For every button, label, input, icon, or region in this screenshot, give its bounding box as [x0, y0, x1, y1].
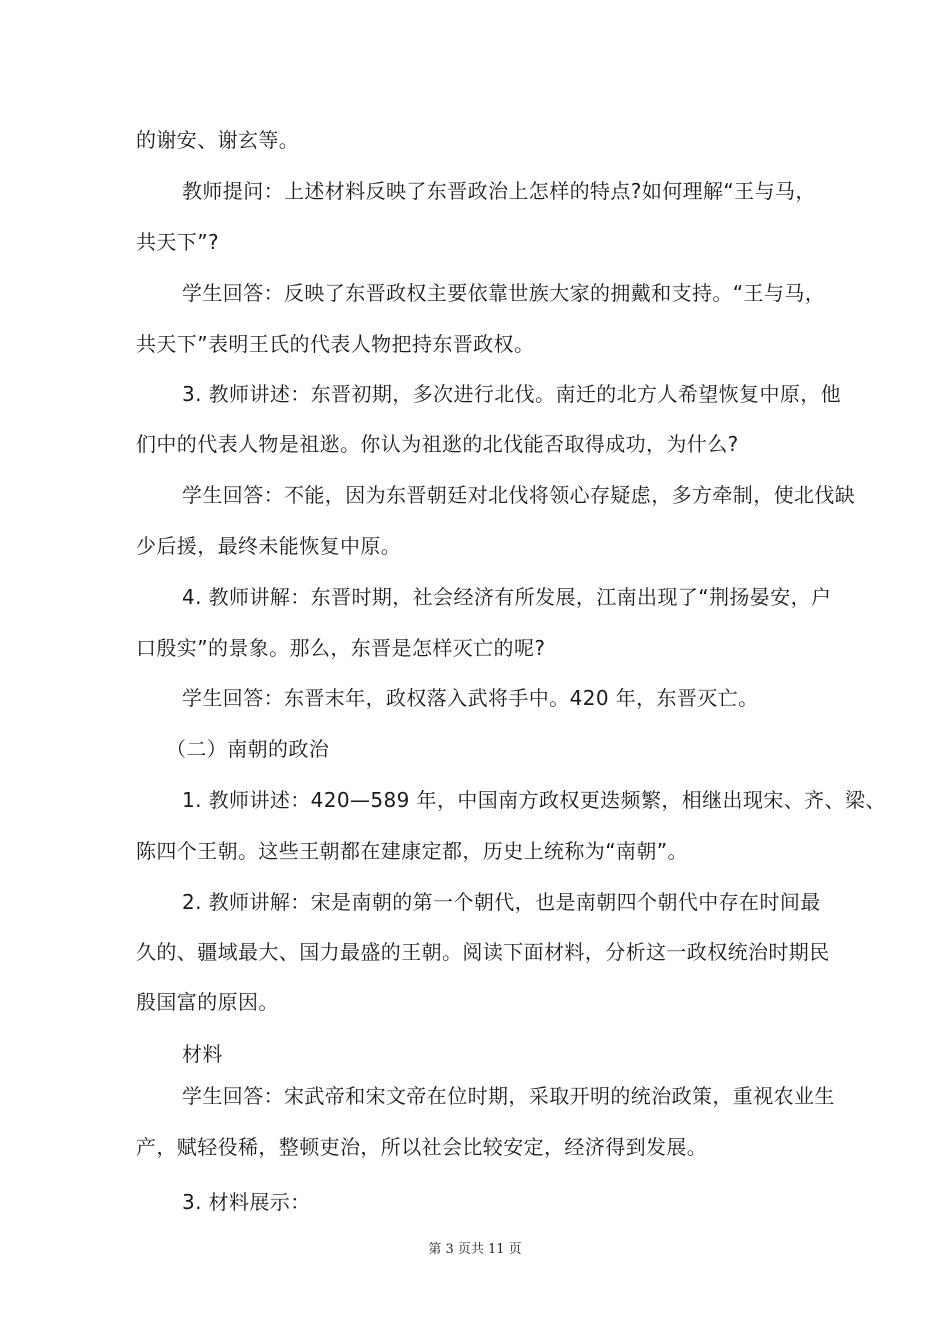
text-line: 学生回答：宋武帝和宋文帝在位时期，采取开明的统治政策，重视农业生 — [182, 1084, 835, 1108]
text-line: 教师提问：上述材料反映了东晋政治上怎样的特点?如何理解“王与马， — [182, 179, 816, 203]
text-line: 产，赋轻役稀，整顿吏治，所以社会比较安定，经济得到发展。 — [136, 1135, 708, 1159]
text-line: 口殷实”的景象。那么，东晋是怎样灭亡的呢? — [136, 636, 546, 660]
page-number-footer: 第 3 页共 11 页 — [428, 1242, 522, 1257]
text-line: 3. 教师讲述：东晋初期，多次进行北伐。南迁的北方人希望恢复中原，他 — [182, 382, 842, 406]
text-line: 少后援，最终未能恢复中原。 — [136, 534, 402, 558]
text-line: 共天下”表明王氏的代表人物把持东晋政权。 — [136, 332, 535, 356]
text-line: 陈四个王朝。这些王朝都在建康定都，历史上统称为“南朝”。 — [136, 839, 688, 863]
text-line: 学生回答：不能，因为东晋朝廷对北伐将领心存疑虑，多方牵制，使北伐缺 — [182, 483, 856, 507]
text-line: 学生回答：东晋末年，政权落入武将手中。420 年，东晋灭亡。 — [182, 686, 759, 710]
text-line: 2. 教师讲解：宋是南朝的第一个朝代，也是南朝四个朝代中存在时间最 — [182, 890, 821, 914]
text-line: 的谢安、谢玄等。 — [136, 128, 300, 152]
material-label: 材料 — [182, 1042, 223, 1066]
text-line: 共天下”? — [136, 230, 219, 254]
text-line: 殷国富的原因。 — [136, 990, 279, 1014]
text-line: 1. 教师讲述：420—589 年，中国南方政权更迭频繁，相继出现宋、齐、梁、 — [182, 788, 886, 812]
text-line: 们中的代表人物是祖逖。你认为祖逖的北伐能否取得成功，为什么? — [136, 432, 739, 456]
section-heading: （二）南朝的政治 — [166, 737, 330, 761]
text-line: 4. 教师讲解：东晋时期，社会经济有所发展，江南出现了“荆扬晏安，户 — [182, 585, 832, 609]
text-line: 3. 材料展示： — [182, 1190, 311, 1214]
text-line: 学生回答：反映了东晋政权主要依靠世族大家的拥戴和支持。“王与马， — [182, 281, 826, 305]
text-line: 久的、疆域最大、国力最盛的王朝。阅读下面材料，分析这一政权统治时期民 — [136, 940, 830, 964]
